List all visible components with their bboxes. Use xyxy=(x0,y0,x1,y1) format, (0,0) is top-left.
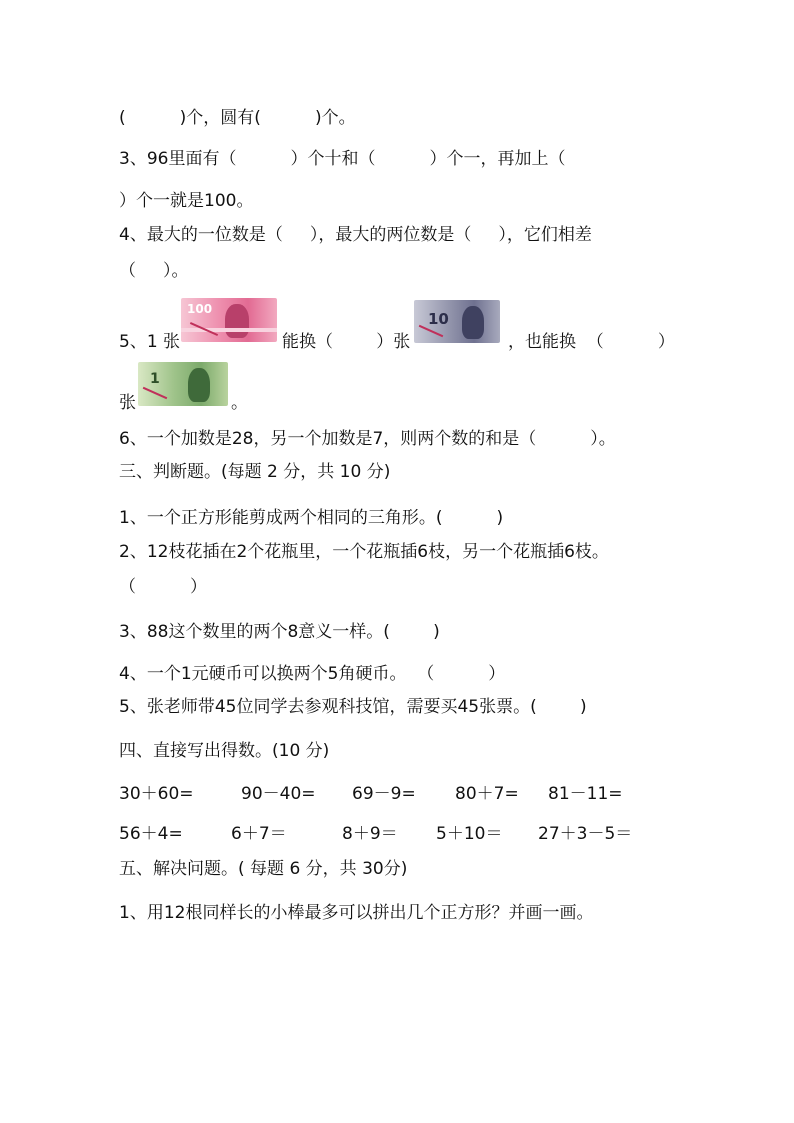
question-5-end: ，也能换 （ ） xyxy=(508,332,675,352)
hundred-yuan-bill-image xyxy=(181,298,277,342)
calc-item: 8＋9＝ xyxy=(342,824,398,844)
question-3: 3、96里面有（ ）个十和（ ）个一，再加上（ xyxy=(119,149,566,169)
question-5-unit: 张 xyxy=(119,393,136,413)
judge-question-2-answer: （ ） xyxy=(119,577,208,597)
calc-item: 56＋4= xyxy=(119,824,183,844)
calc-item: 90－40= xyxy=(241,784,316,804)
bill-denomination: 10 xyxy=(428,310,449,328)
question-5-start: 5、1 张 xyxy=(119,332,181,352)
section-4-heading: 四、直接写出得数。(10 分) xyxy=(119,741,330,761)
question-5-period: 。 xyxy=(231,393,248,413)
section-3-heading: 三、判断题。(每题 2 分，共 10 分) xyxy=(119,462,391,482)
question-6: 6、一个加数是28，另一个加数是7，则两个数的和是（ ）。 xyxy=(119,429,616,449)
calc-item: 80＋7= xyxy=(455,784,519,804)
question-4: 4、最大的一位数是（ ），最大的两位数是（ ），它们相差 xyxy=(119,225,592,245)
judge-question-1: 1、一个正方形能剪成两个相同的三角形。( ) xyxy=(119,508,504,528)
solve-question-1: 1、用12根同样长的小棒最多可以拼出几个正方形？并画一画。 xyxy=(119,903,594,923)
judge-question-4: 4、一个1元硬币可以换两个5角硬币。 （ ） xyxy=(119,664,506,684)
bill-denomination: 100 xyxy=(187,302,213,316)
calc-item: 27＋3－5＝ xyxy=(538,824,633,844)
ten-yuan-bill-image xyxy=(414,300,500,343)
one-yuan-bill-image xyxy=(138,362,228,406)
question-3-continuation: ）个一就是100。 xyxy=(119,191,254,211)
calc-item: 5＋10＝ xyxy=(436,824,503,844)
calc-item: 81－11= xyxy=(548,784,623,804)
question-5-middle: 能换（ ）张 xyxy=(282,332,411,352)
calc-item: 69－9= xyxy=(352,784,416,804)
calc-item: 6＋7＝ xyxy=(231,824,287,844)
judge-question-3: 3、88这个数里的两个8意义一样。( ) xyxy=(119,622,440,642)
judge-question-5: 5、张老师带45位同学去参观科技馆，需要买45张票。( ) xyxy=(119,697,587,717)
bill-denomination: 1 xyxy=(150,371,160,387)
section-5-heading: 五、解决问题。( 每题 6 分，共 30分) xyxy=(119,859,408,879)
judge-question-2: 2、12枝花插在2个花瓶里，一个花瓶插6枝，另一个花瓶插6枝。 xyxy=(119,542,609,562)
question-2-continuation: ( )个，圆有( )个。 xyxy=(119,108,356,128)
question-4-continuation: （ ）。 xyxy=(119,261,189,281)
calc-item: 30＋60= xyxy=(119,784,194,804)
